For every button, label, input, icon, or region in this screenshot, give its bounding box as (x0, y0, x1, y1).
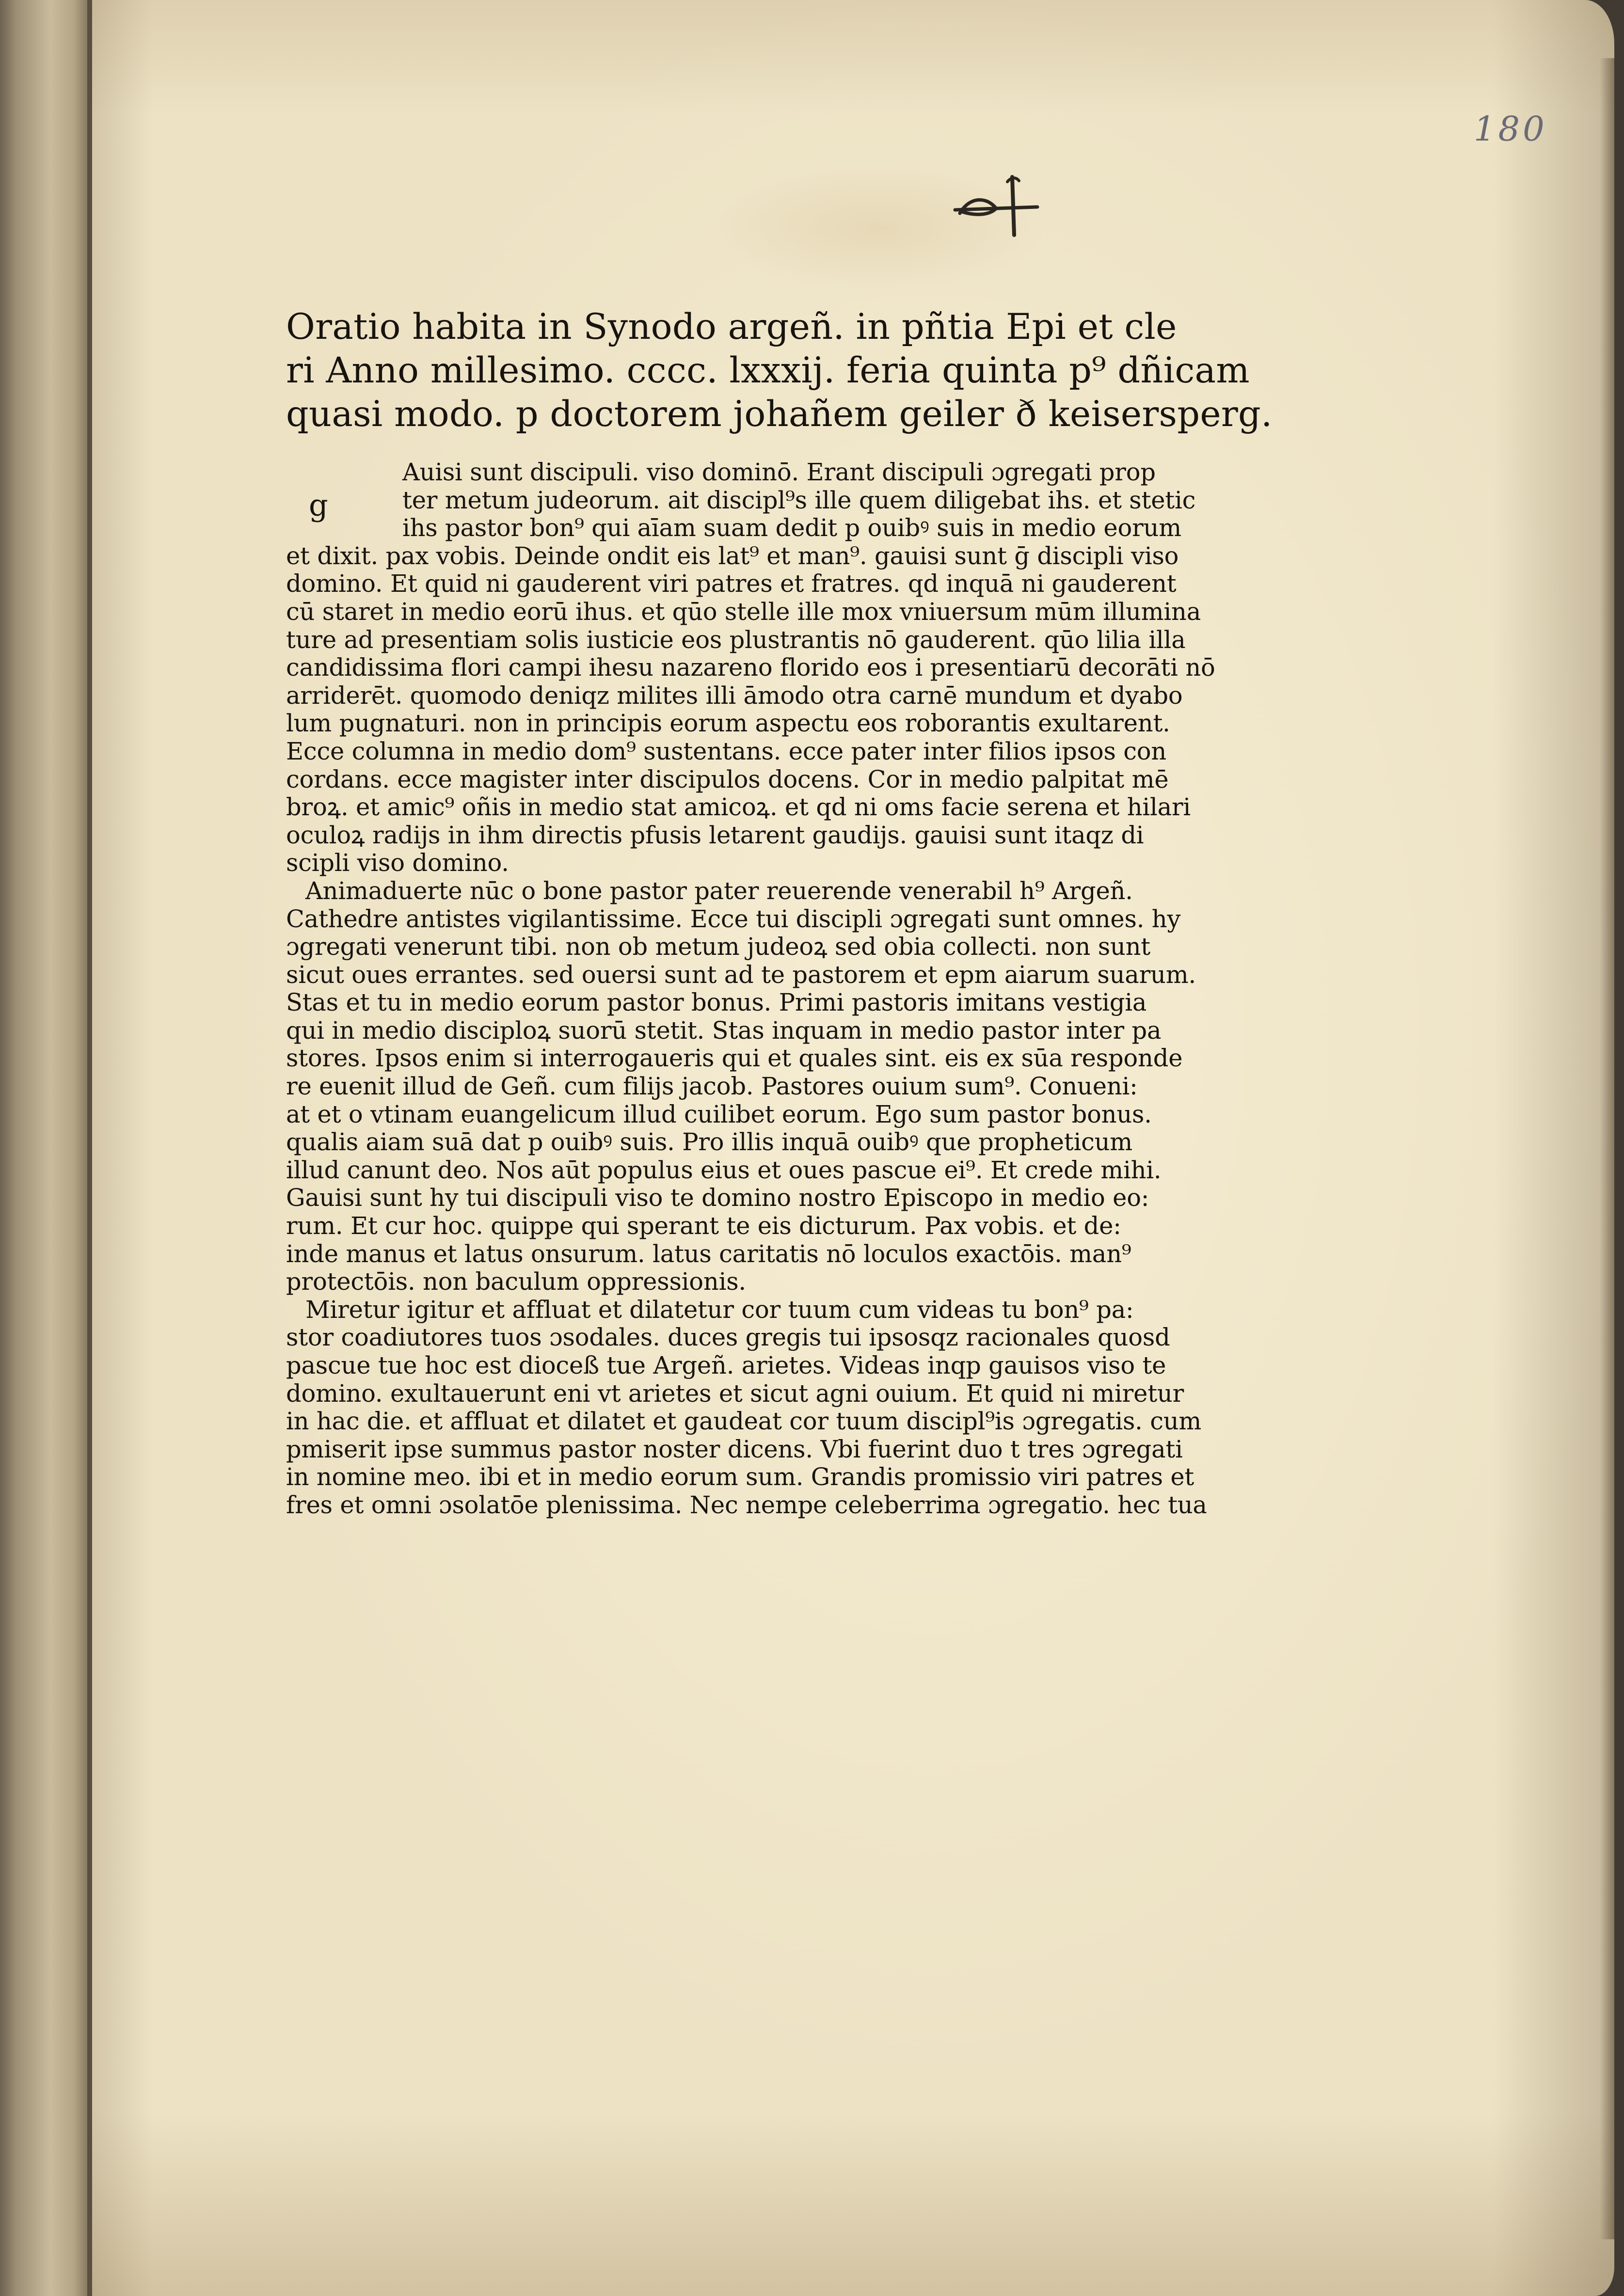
text-line: Cathedre antistes vigilantissime. Ecce tui discipli ɔgregati sunt omnes. hy (286, 904, 1181, 933)
paragraph-3 (286, 1296, 1411, 1520)
title-line: quasi modo. p doctorem johañem geiler ð keisersperg. (286, 394, 1273, 435)
fore-edge-shadow (1600, 58, 1614, 2239)
text-line: protectōis. non baculum oppressionis. (286, 1267, 746, 1296)
text-line: domino. exultauerunt eni vt arietes et sicut agni ouium. Et quid ni miretur (286, 1379, 1184, 1408)
text-line: Stas et tu in medio eorum pastor bonus. Primi pastoris imitans vestigia (286, 988, 1147, 1017)
text-line: illud canunt deo. Nos aūt populus eius et oues pascue ei⁹. Et crede mihi. (286, 1156, 1162, 1184)
facing-page-edge (0, 0, 92, 2296)
title-line: ri Anno millesimo. cccc. lxxxij. feria quinta p⁹ dñicam (286, 350, 1250, 391)
text-line: rum. Et cur hoc. quippe qui sperant te eis dicturum. Pax vobis. et de: (286, 1212, 1121, 1240)
text-line: inde manus et latus onsurum. latus caritatis nō loculos exactōis. man⁹ (286, 1239, 1131, 1268)
text-line: in nomine meo. ibi et in medio eorum sum. Grandis promissio viri patres et (286, 1463, 1194, 1491)
text-line: sicut oues errantes. sed ouersi sunt ad te pastorem et epm aiarum suarum. (286, 960, 1196, 989)
paragraph-2 (286, 877, 1411, 1296)
text-line: Animaduerte nūc o bone pastor pater reuerende venerabil h⁹ Argeñ. (305, 876, 1133, 905)
text-line: fres et omni ɔsolatōe plenissima. Nec nempe celeberrima ɔgregatio. hec tua (286, 1490, 1207, 1519)
paragraph-1 (286, 459, 1411, 877)
text-line: domino. Et quid ni gauderent viri patres et fratres. qd inquā ni gauderent (286, 570, 1177, 598)
text-line: qui in medio disciploꝝ suorū stetit. Stas inquam in medio pastor inter pa (286, 1016, 1162, 1045)
text-line: et dixit. pax vobis. Deinde ondit eis lat⁹ et man⁹. gauisi sunt ḡ discipli viso (286, 541, 1179, 570)
folio-number: 180 (1474, 109, 1547, 149)
text-line: qualis aiam suā dat p ouibꝰ suis. Pro illis inquā ouibꝰ que propheticum (286, 1128, 1133, 1156)
gutter-shadow (87, 0, 92, 2296)
text-line: ɔgregati venerunt tibi. non ob metum judeoꝝ sed obia collecti. non sunt (286, 933, 1150, 961)
text-line: Gauisi sunt hy tui discipuli viso te domino nostro Episcopo in medio eo: (286, 1184, 1149, 1212)
text-line: ter metum judeorum. ait discipl⁹s ille quem diligebat ihs. et stetic (402, 486, 1196, 514)
text-line: oculoꝝ radijs in ihm directis pfusis letarent gaudijs. gauisi sunt itaqz di (286, 821, 1144, 849)
text-line: cordans. ecce magister inter discipulos docens. Cor in medio palpitat mē (286, 765, 1169, 793)
text-line: arriderēt. quomodo deniqz milites illi āmodo otra carnē mundum et dyabo (286, 681, 1183, 710)
text-line: Miretur igitur et affluat et dilatetur cor tuum cum videas tu bon⁹ pa: (305, 1295, 1134, 1324)
manuscript-page (92, 0, 1614, 2296)
text-line: pmiserit ipse summus pastor noster dicens. Vbi fuerint duo t tres ɔgregati (286, 1435, 1183, 1463)
text-line: stores. Ipsos enim si interrogaueris qui et quales sint. eis ex sūa responde (286, 1044, 1183, 1073)
text-line: ture ad presentiam solis iusticie eos plustrantis nō gauderent. qūo lilia illa (286, 625, 1186, 654)
text-line: stor coadiutores tuos ɔsodales. duces gregis tui ipsosqz racionales quosd (286, 1323, 1170, 1352)
text-line: at et o vtinam euangelicum illud cuilibet eorum. Ego sum pastor bonus. (286, 1100, 1152, 1128)
text-line: lum pugnaturi. non in principis eorum aspectu eos roborantis exultarent. (286, 709, 1170, 738)
text-line: broꝝ. et amic⁹ oñis in medio stat amicoꝝ. et qd ni oms facie serena et hilari (286, 793, 1191, 822)
title-line: Oratio habita in Synodo argeñ. in pñtia Epi et cle (286, 306, 1177, 348)
text-line: cū staret in medio eorū ihus. et qūo stelle ille mox vniuersum mūm illumina (286, 597, 1201, 626)
text-line: pascue tue hoc est dioceß tue Argeñ. arietes. Videas inqp gauisos viso te (286, 1351, 1166, 1379)
oration-title (286, 305, 1411, 436)
text-line: ihs pastor bon⁹ qui aīam suam dedit p ouibꝰ suis in medio eorum (402, 514, 1181, 542)
text-line: Ecce columna in medio dom⁹ sustentans. ecce pater inter filios ipsos con (286, 737, 1167, 765)
signature-mark (950, 167, 1042, 240)
text-line: Auisi sunt discipuli. viso dominō. Erant discipuli ɔgregati prop (402, 458, 1156, 486)
text-line: scipli viso domino. (286, 849, 509, 877)
text-line: re euenit illud de Geñ. cum filijs jacob. Pastores ouium sum⁹. Conueni: (286, 1072, 1138, 1101)
printed-text (286, 305, 1411, 1520)
text-line: in hac die. et affluat et dilatet et gaudeat cor tuum discipl⁹is ɔgregatis. cum (286, 1407, 1202, 1436)
guide-letter: g (309, 488, 328, 523)
text-line: candidissima flori campi ihesu nazareno florido eos i presentiarū decorāti nō (286, 653, 1215, 682)
